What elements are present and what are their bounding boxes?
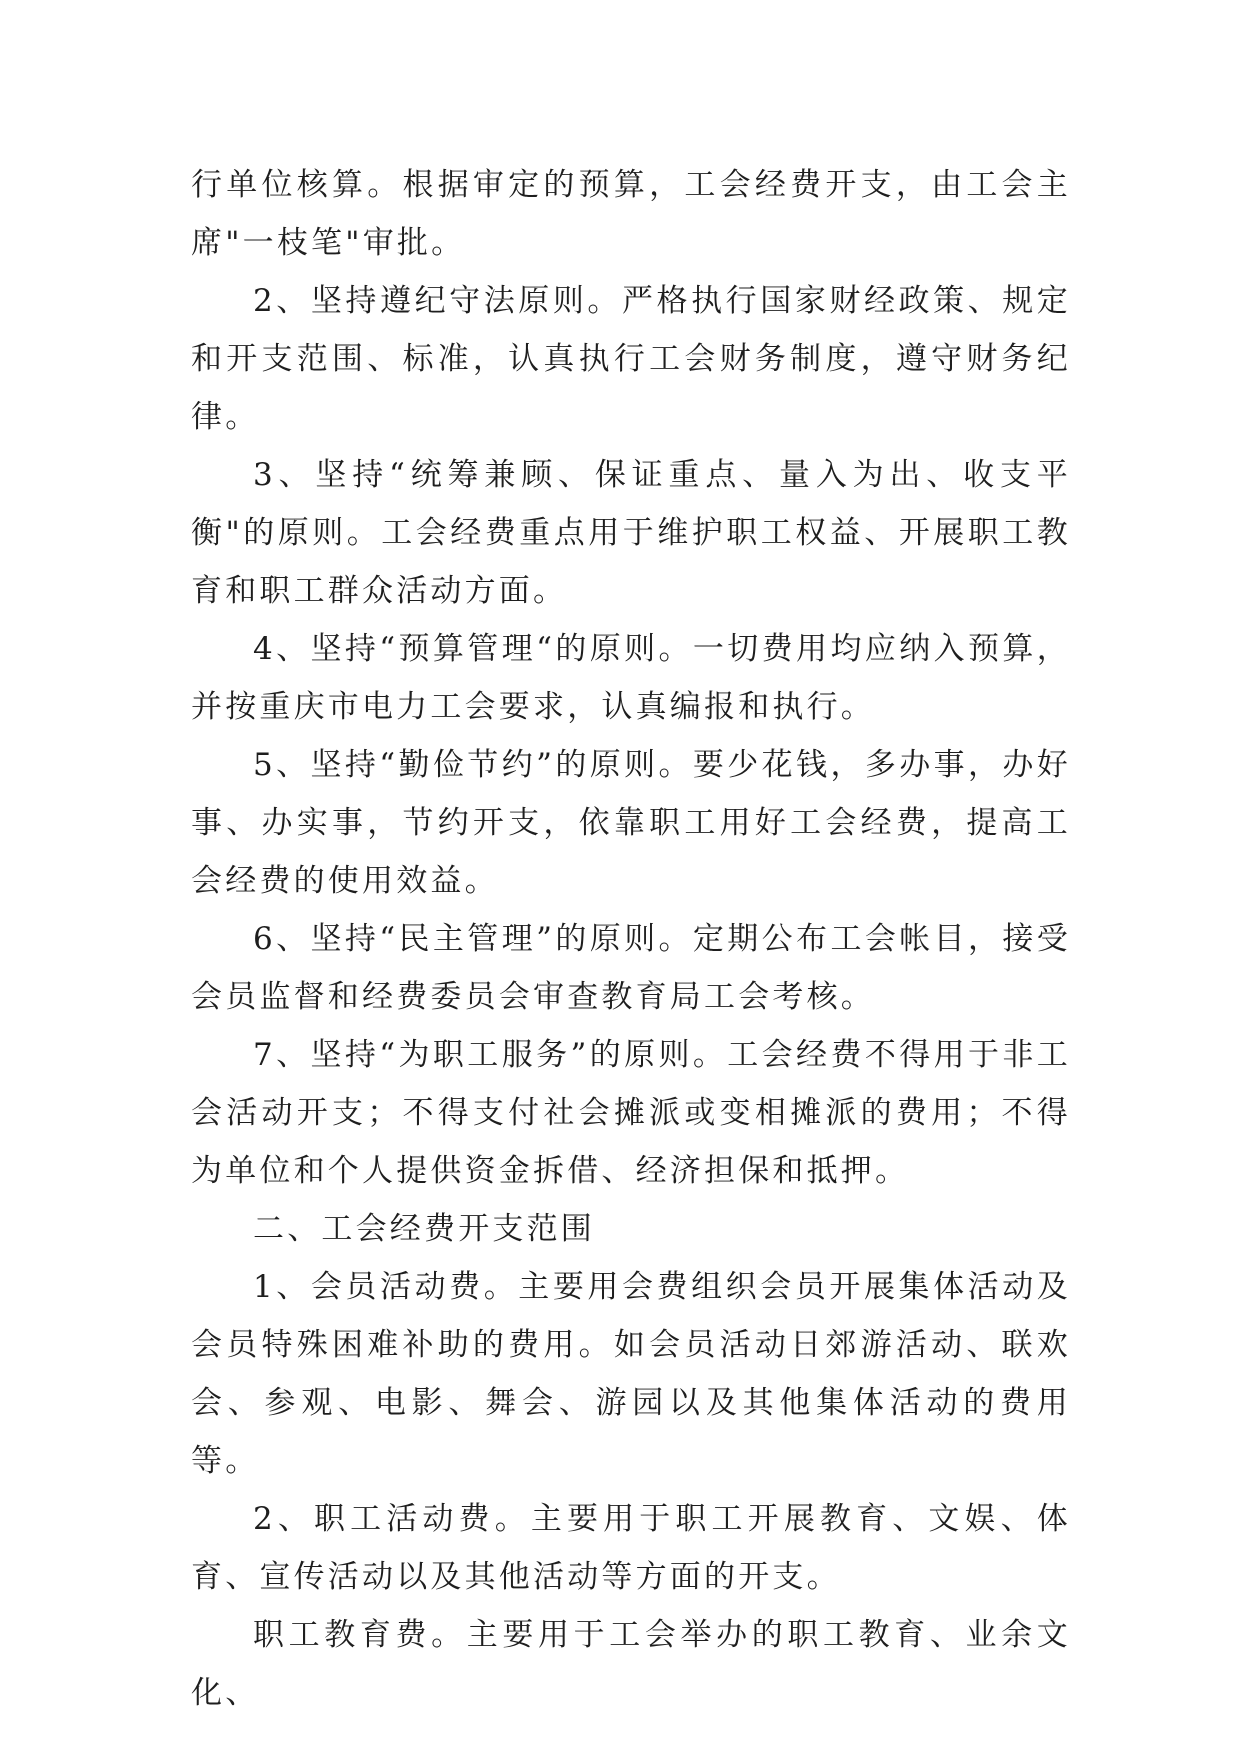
document-body	[191, 156, 1071, 1722]
paragraph-3: 3、坚持“统筹兼顾、保证重点、量入为出、收支平衡"的原则。工会经费重点用于维护职工权益、开展职工教育和职工群众活动方面。	[191, 457, 1071, 609]
paragraph-2: 2、坚持遵纪守法原则。严格执行国家财经政策、规定和开支范围、标准，认真执行工会财务制度，遵守财务纪律。	[191, 283, 1071, 435]
paragraph-10: 2、职工活动费。主要用于职工开展教育、文娱、体育、宣传活动以及其他活动等方面的开支。	[191, 1501, 1071, 1595]
paragraph-6: 6、坚持“民主管理”的原则。定期公布工会帐目，接受会员监督和经费委员会审查教育局工会考核。	[191, 921, 1071, 1015]
paragraph-5: 5、坚持“勤俭节约”的原则。要少花钱，多办事，办好事、办实事，节约开支，依靠职工用好工会经费，提高工会经费的使用效益。	[191, 747, 1071, 899]
paragraph-4: 4、坚持“预算管理“的原则。一切费用均应纳入预算，并按重庆市电力工会要求，认真编报和执行。	[191, 631, 1071, 725]
paragraph-1: 行单位核算。根据审定的预算，工会经费开支，由工会主席"一枝笔"审批。	[191, 167, 1071, 261]
paragraph-9: 1、会员活动费。主要用会费组织会员开展集体活动及会员特殊困难补助的费用。如会员活动日郊游活动、联欢会、参观、电影、舞会、游园以及其他集体活动的费用等。	[191, 1269, 1071, 1479]
paragraph-11: 职工教育费。主要用于工会举办的职工教育、业余文化、	[191, 1617, 1071, 1711]
section-heading: 二、工会经费开支范围	[253, 1211, 595, 1247]
paragraph-7: 7、坚持“为职工服务”的原则。工会经费不得用于非工会活动开支；不得支付社会摊派或变相摊派的费用；不得为单位和个人提供资金拆借、经济担保和抵押。	[191, 1037, 1071, 1189]
